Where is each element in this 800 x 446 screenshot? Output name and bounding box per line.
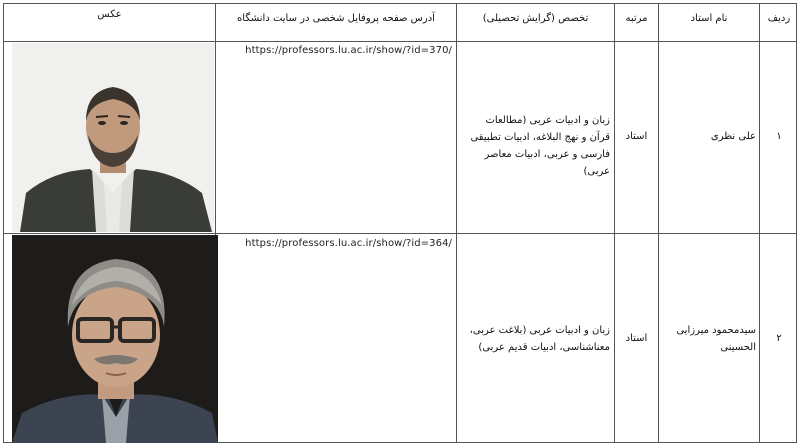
row-2-portrait-photo <box>12 235 218 443</box>
row-1-portrait-photo <box>12 43 214 232</box>
column-divider <box>456 4 457 442</box>
row-1-number: ۱ <box>776 131 782 142</box>
row-1-rank: استاد <box>625 131 648 142</box>
row-2-rank: استاد <box>625 333 648 344</box>
column-divider <box>759 4 760 442</box>
header-profile-address: آدرس صفحه پروفایل شخصی در سایت دانشگاه <box>237 13 435 24</box>
row-2-number: ۲ <box>776 333 782 344</box>
header-name: نام استاد <box>690 13 728 24</box>
row-2-name: سیدمحمود میرزایی الحسینی <box>676 325 756 353</box>
row-1-name: علی نظری <box>710 131 756 142</box>
header-specialty: تخصص (گرایش تحصیلی) <box>482 13 589 24</box>
column-divider <box>658 4 659 442</box>
row-2-specialty: زبان و ادبیات عربی (بلاغت عربی، معناشناسی، ادبیات قدیم عربی) <box>469 325 610 353</box>
row-1-specialty: زبان و ادبیات عربی (مطالعات قرآن و نهج البلاغه، ادبیات تطبیقی فارسی و عربی، ادبیات معاصر عربی) <box>470 115 610 177</box>
row-divider <box>4 233 796 234</box>
row-1-profile-link[interactable]: https://professors.lu.ac.ir/show/?id=370/ <box>245 45 452 56</box>
professors-table <box>3 3 797 443</box>
header-rank: مرتبه <box>625 13 648 24</box>
column-divider <box>614 4 615 442</box>
header-row-number: ردیف <box>767 13 791 24</box>
row-2-profile-link[interactable]: https://professors.lu.ac.ir/show/?id=364/ <box>245 238 452 249</box>
header-photo: عکس <box>97 9 122 20</box>
